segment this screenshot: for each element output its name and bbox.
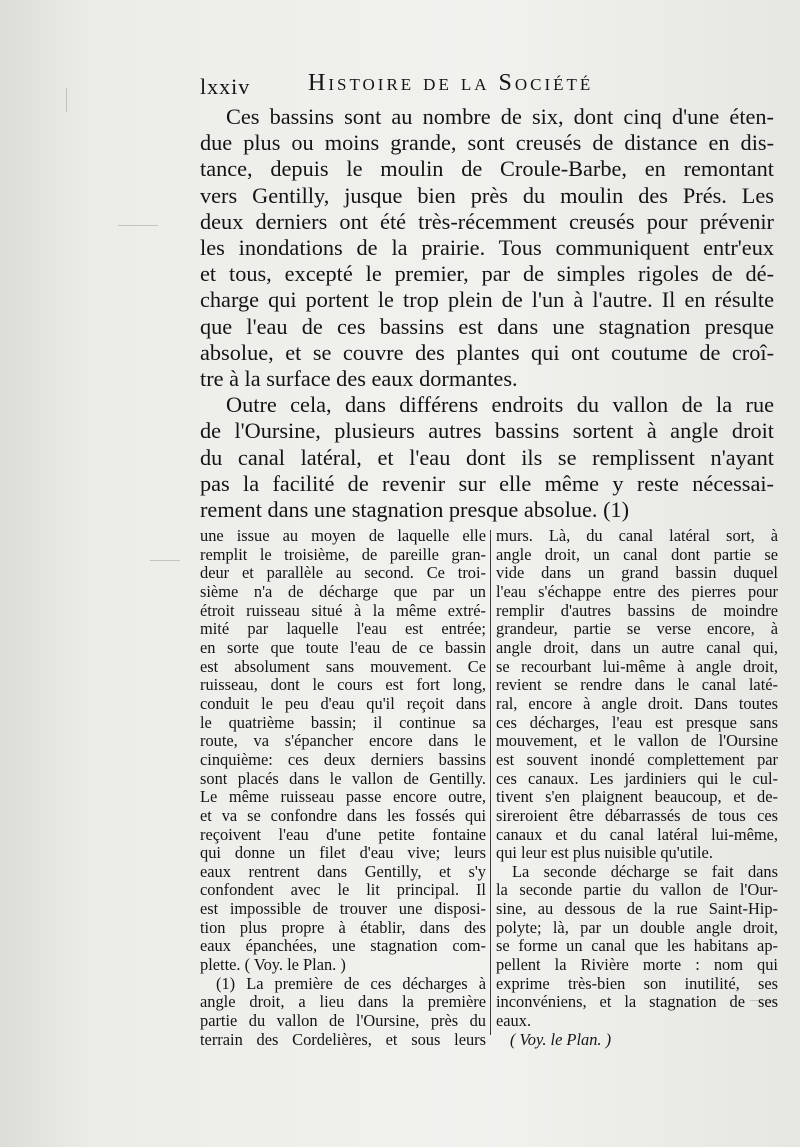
column-line: route, va s'épancher encore dans le [200,731,486,751]
column-line: qui donne un filet d'eau vive; leurs [200,843,486,863]
column-line: vide dans un grand bassin duquel [496,563,778,583]
text-line: que l'eau de ces bassins est dans une stagnation presque [200,313,774,339]
paragraph-outre-cela [200,392,774,523]
footnote-1-line: terrain des Cordelières, et sous leurs [200,1029,486,1049]
text-line: de l'Oursine, plusieurs autres bassins sortent à angle droit [200,418,774,444]
column-line: se forme un canal que les habitans ap- [496,936,778,956]
column-line: remplir d'autres bassins de moindre [496,600,778,620]
column-line: qui leur est plus nuisible qu'utile. [496,843,713,863]
column-line: La seconde décharge se fait dans [512,861,778,881]
column-line: conduit le peu d'eau qu'il reçoit dans [200,693,486,713]
column-line: revient se rendre dans le canal laté- [496,675,778,695]
column-line: est impossible de trouver une disposi- [200,899,486,919]
page-number: lxxiv [200,74,251,99]
column-line: est souvent inondé complettement par [496,749,778,769]
footnote-1-line: partie du vallon de l'Oursine, près du [200,1011,486,1031]
column-line: Le même ruisseau passe encore outre, [200,787,486,807]
text-line: Outre cela, dans différens endroits du vallon de la rue [226,392,774,418]
text-line: pas la facilité de revenir sur elle même y reste nécessai- [200,470,774,496]
footnote-1-line: angle droit, a lieu dans la première [200,992,486,1012]
column-line: sine, au dessous de la rue Saint-Hip- [496,899,778,919]
page-header [200,66,700,98]
column-line: angle droit, dans un autre canal qui, [496,637,778,657]
column-line: cinquième: ces deux derniers bassins [200,749,486,769]
text-line: vers Gentilly, jusque bien près du moulin des Prés. Les [200,182,774,208]
column-line: grandeur, partie se verse encore, à [496,619,778,639]
column-line: remplit le troisième, de pareille gran- [200,544,486,564]
text-line: et tous, excepté le premier, par de simples rigoles de dé- [200,261,774,287]
column-line: sième n'a de décharge que par un [200,581,486,601]
column-line: confondent avec le lit principal. Il [200,880,486,900]
column-line: le quatrième bassin; il continue sa [200,712,486,732]
text-line: tre à la surface des eaux dormantes. [200,366,518,392]
column-line: reçoivent l'eau d'une petite fontaine [200,824,486,844]
main-text [200,104,774,523]
column-line: une issue au moyen de laquelle elle [200,526,486,545]
column-line: mouvement, et le vallon de l'Oursine [496,731,778,751]
column-line: sont placés dans le vallon de Gentilly. [200,768,486,788]
plan-reference: ( Voy. le Plan. ) [510,1029,612,1049]
column-line: eaux rentrent dans Gentilly, et s'y [200,861,486,881]
column-line: en sorte que toute l'eau de ce bassin [200,637,486,657]
column-line: étroit ruisseau situé à la même extré- [200,600,486,620]
column-divider [490,530,491,1035]
column-line: la seconde partie du vallon de l'Our- [496,880,778,900]
plan-reference: plette. ( Voy. le Plan. ) [200,955,346,975]
column-line: deur et parallèle au second. Ce troi- [200,563,486,583]
column-line: ces décharges, l'eau est presque sans [496,712,778,732]
column-line: canaux et du canal latéral lui-même, [496,824,778,844]
column-line: l'eau s'échappe entre des pierres pour [496,581,778,601]
running-title: Histoire de la Société [308,70,594,96]
text-line: du canal latéral, et l'eau dont ils se remplissent n'ayant [200,444,774,470]
column-line: tivent s'en plaignent beaucoup, et de- [496,787,778,807]
footnote-left-column [200,527,486,1049]
column-line: angle droit, un canal dont partie se [496,544,778,564]
text-line: les inondations de la prairie. Tous communiquent entr'eux [200,235,774,261]
column-line: eaux. [496,1011,532,1031]
paragraph-bassins [200,104,774,392]
column-line: tion plus propre à établir, dans des [200,917,486,937]
text-line: Ces bassins sont au nombre de six, dont cinq d'une éten- [226,104,774,129]
text-line: rement dans une stagnation presque absolue. (1) [200,497,630,523]
column-line: se recourbant lui-même à angle droit, [496,656,778,676]
column-line: inconvéniens, et la stagnation de ses [496,992,778,1012]
text-line: due plus ou moins grande, sont creusés de distance en dis- [200,130,774,156]
column-line: murs. Là, du canal latéral sort, à [496,526,778,545]
text-line: tance, depuis le moulin de Croule-Barbe, en remontant [200,156,774,182]
column-line: pellent la Rivière morte : nom qui [496,955,778,975]
paper-scratch [118,225,158,226]
column-line: sireroient être débarrassés de tous ces [496,805,778,825]
column-line: est absolument sans mouvement. Ce [200,656,486,676]
column-line: et va se confondre dans les fossés qui [200,805,486,825]
paper-scratch [150,560,180,561]
column-line: exprime très-bien son inutilité, ses [496,973,778,993]
text-line: charge qui portent le trop plein de l'un à l'autre. Il en résulte [200,287,774,313]
column-line: ruisseau, dont le cours est fort long, [200,675,486,695]
column-line: polyte; là, par un double angle droit, [496,917,778,937]
column-line: ral, encore à angle droit. Dans toutes [496,693,778,713]
column-line: ces canaux. Les jardiniers qui le cul- [496,768,778,788]
text-line: deux derniers ont été très-récemment creusés pour prévenir [200,208,774,234]
paper-scratch [66,88,67,112]
footnote-1-line: (1) La première de ces décharges à [216,973,486,993]
column-line: eaux épanchées, une stagnation com- [200,936,486,956]
column-line: mité par laquelle l'eau est entrée; [200,619,486,639]
footnote-right-column [496,527,778,1049]
text-line: absolue, et se couvre des plantes qui ont coutume de croî- [200,339,774,365]
